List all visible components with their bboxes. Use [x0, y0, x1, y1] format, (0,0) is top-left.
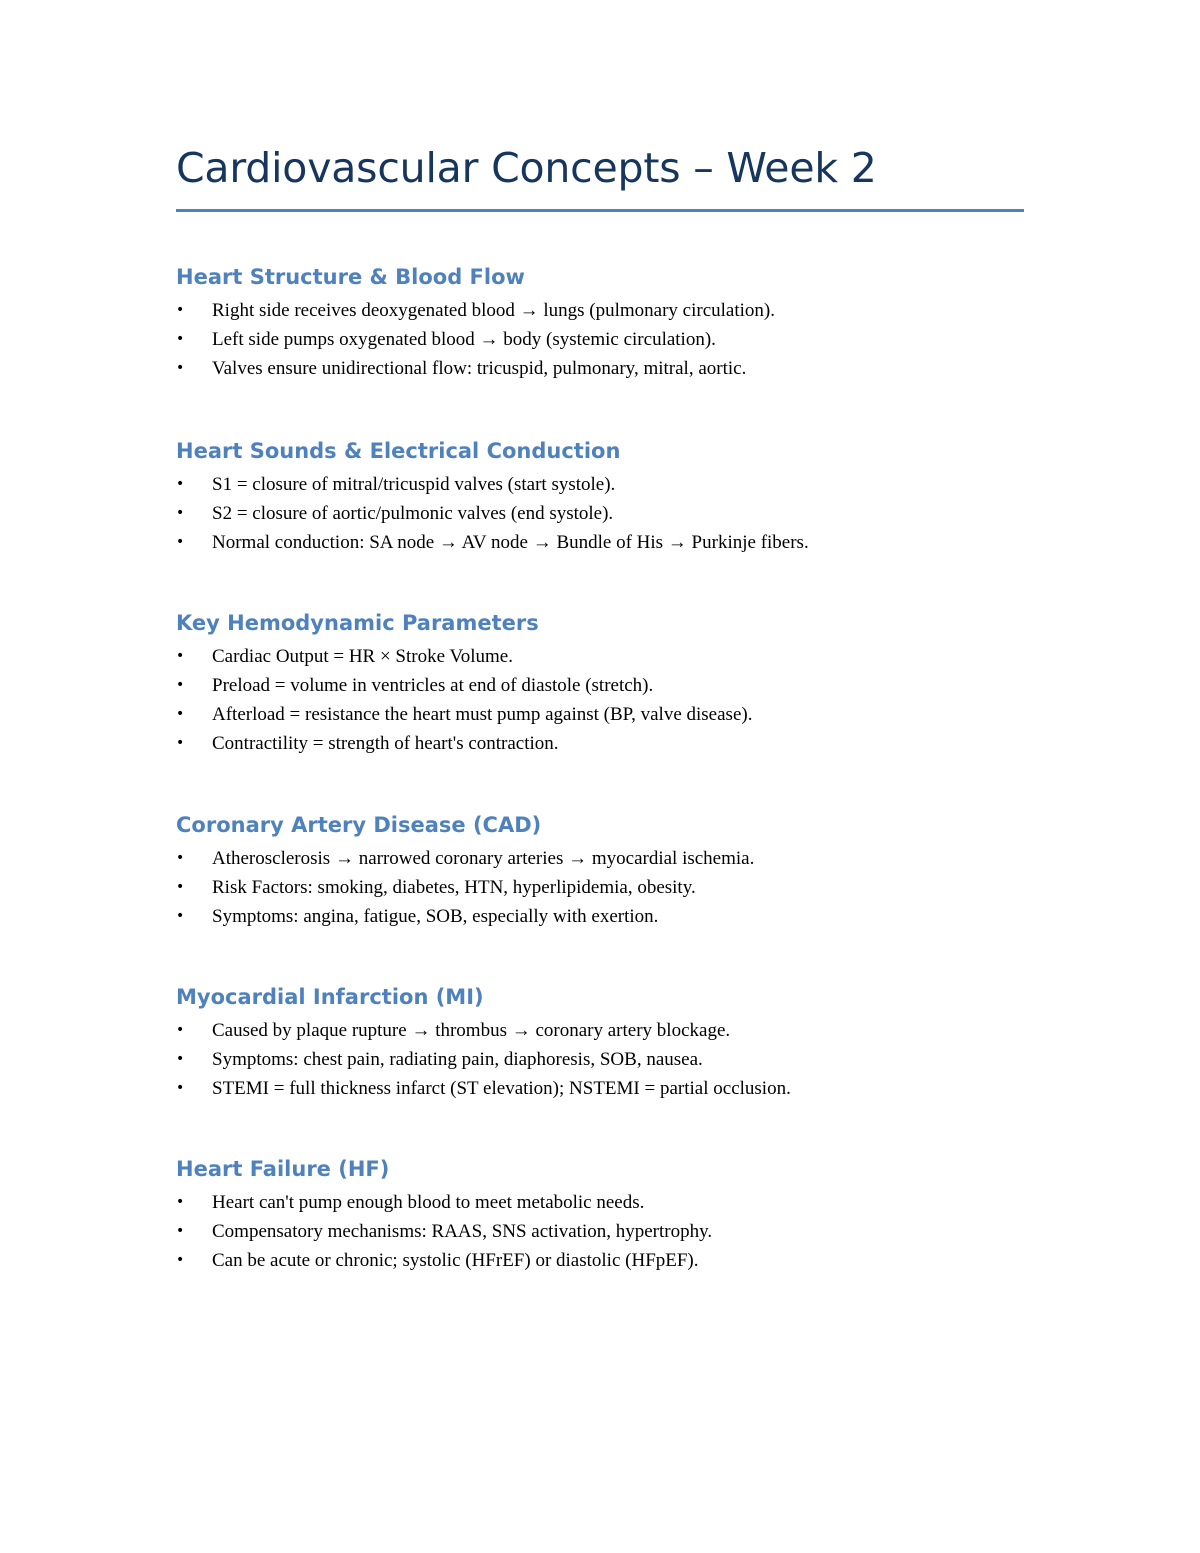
section-heart-failure — [176, 1154, 1024, 1275]
list-item-text: Can be acute or chronic; systolic (HFrEF) or diastolic (HFpEF). — [212, 1250, 699, 1271]
bullet-icon: • — [176, 879, 185, 895]
list-item — [176, 1016, 1024, 1045]
bullet-icon: • — [176, 1223, 185, 1239]
list-item — [176, 844, 1024, 873]
list-item-text: Normal conduction: SA node → AV node → Bundle of His → Purkinje fibers. — [212, 532, 809, 553]
list-item-text: Left side pumps oxygenated blood → body (systemic circulation). — [212, 329, 716, 350]
list-item-text: Caused by plaque rupture → thrombus → coronary artery blockage. — [212, 1020, 731, 1041]
bullet-list — [176, 1016, 1024, 1103]
list-item-text: Contractility = strength of heart's contraction. — [212, 733, 559, 754]
bullet-icon: • — [176, 648, 185, 664]
list-item — [176, 729, 1024, 758]
page-title: Cardiovascular Concepts – Week 2 — [176, 144, 877, 192]
section-heading: Heart Sounds & Electrical Conduction — [176, 439, 621, 463]
bullet-icon: • — [176, 505, 185, 521]
list-item-text: Compensatory mechanisms: RAAS, SNS activation, hypertrophy. — [212, 1221, 713, 1242]
section-myocardial-infarction — [176, 982, 1024, 1103]
bullet-list — [176, 642, 1024, 758]
list-item — [176, 1188, 1024, 1217]
list-item — [176, 1045, 1024, 1074]
bullet-icon: • — [176, 677, 185, 693]
list-item-text: Atherosclerosis → narrowed coronary arteries → myocardial ischemia. — [212, 848, 755, 869]
section-coronary-artery-disease — [176, 810, 1024, 931]
list-item-text: Symptoms: chest pain, radiating pain, diaphoresis, SOB, nausea. — [212, 1049, 703, 1070]
list-item — [176, 470, 1024, 499]
list-item-text: Right side receives deoxygenated blood → lungs (pulmonary circulation). — [212, 300, 775, 321]
list-item-text: Valves ensure unidirectional flow: tricuspid, pulmonary, mitral, aortic. — [212, 358, 747, 379]
title-underline — [176, 209, 1024, 212]
bullet-icon: • — [176, 850, 185, 866]
section-heading: Key Hemodynamic Parameters — [176, 611, 539, 635]
list-item — [176, 700, 1024, 729]
list-item-text: Cardiac Output = HR × Stroke Volume. — [212, 646, 513, 667]
bullet-icon: • — [176, 908, 185, 924]
list-item — [176, 1217, 1024, 1246]
bullet-icon: • — [176, 360, 185, 376]
list-item — [176, 642, 1024, 671]
list-item-text: Heart can't pump enough blood to meet metabolic needs. — [212, 1192, 645, 1213]
bullet-icon: • — [176, 331, 185, 347]
list-item — [176, 671, 1024, 700]
list-item-text: S2 = closure of aortic/pulmonic valves (end systole). — [212, 503, 614, 524]
bullet-icon: • — [176, 476, 185, 492]
section-heading: Myocardial Infarction (MI) — [176, 985, 484, 1009]
list-item — [176, 499, 1024, 528]
list-item — [176, 873, 1024, 902]
list-item-text: Afterload = resistance the heart must pump against (BP, valve disease). — [212, 704, 753, 725]
bullet-list — [176, 844, 1024, 931]
bullet-list — [176, 1188, 1024, 1275]
bullet-icon: • — [176, 534, 185, 550]
list-item — [176, 325, 1024, 354]
bullet-icon: • — [176, 1252, 185, 1268]
list-item-text: Symptoms: angina, fatigue, SOB, especially with exertion. — [212, 906, 659, 927]
list-item-text: STEMI = full thickness infarct (ST elevation); NSTEMI = partial occlusion. — [212, 1078, 791, 1099]
bullet-icon: • — [176, 1022, 185, 1038]
list-item — [176, 1074, 1024, 1103]
bullet-icon: • — [176, 302, 185, 318]
section-heading: Heart Failure (HF) — [176, 1157, 390, 1181]
bullet-icon: • — [176, 1080, 185, 1096]
list-item — [176, 902, 1024, 931]
section-heading: Coronary Artery Disease (CAD) — [176, 813, 542, 837]
bullet-list — [176, 470, 1024, 557]
list-item — [176, 296, 1024, 325]
list-item — [176, 528, 1024, 557]
section-heading: Heart Structure & Blood Flow — [176, 265, 525, 289]
section-heart-sounds — [176, 436, 1024, 557]
list-item — [176, 1246, 1024, 1275]
bullet-icon: • — [176, 1051, 185, 1067]
bullet-icon: • — [176, 735, 185, 751]
list-item-text: Preload = volume in ventricles at end of diastole (stretch). — [212, 675, 654, 696]
list-item-text: Risk Factors: smoking, diabetes, HTN, hyperlipidemia, obesity. — [212, 877, 696, 898]
bullet-list — [176, 296, 1024, 383]
section-heart-structure — [176, 262, 1024, 383]
list-item-text: S1 = closure of mitral/tricuspid valves (start systole). — [212, 474, 616, 495]
bullet-icon: • — [176, 706, 185, 722]
bullet-icon: • — [176, 1194, 185, 1210]
list-item — [176, 354, 1024, 383]
section-hemodynamic-parameters — [176, 608, 1024, 758]
